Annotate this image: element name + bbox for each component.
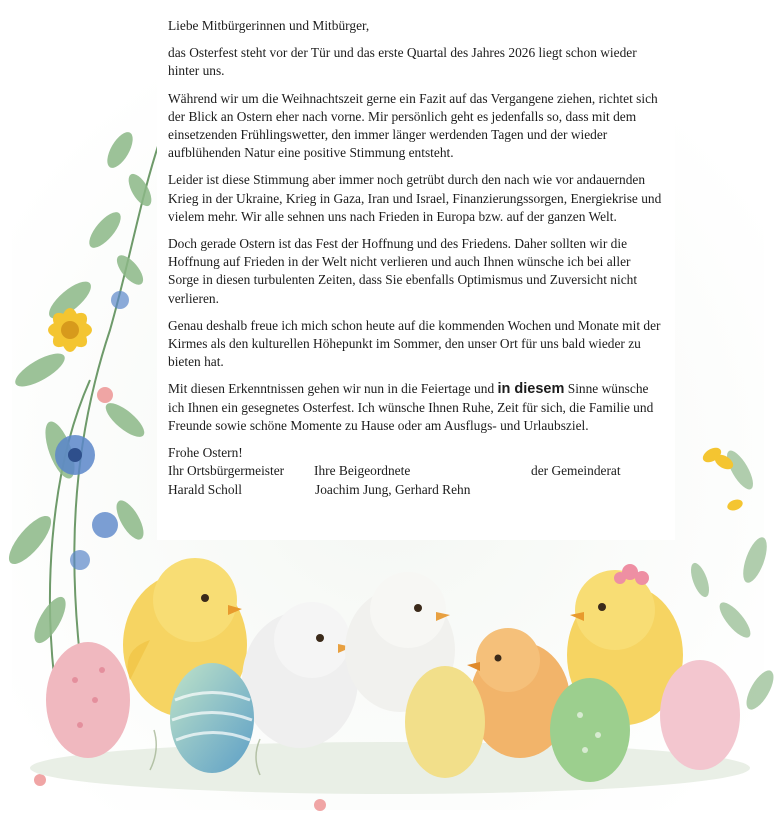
paragraph-intro: das Osterfest steht vor der Tür und das erste Quartal des Jahres 2026 liegt schon wieder hinter uns. — [168, 45, 637, 79]
paragraph-outlook: Während wir um die Weihnachtszeit gerne ein Fazit auf das Vergangene ziehen, richtet sich der Blick an Ostern eher nach vorne. Mir persönlich geht es jedenfalls so, dass mit dem einsetzenden Frühlingswetter, den immer länger werdenden Tagen und der wieder aufblühenden Natur eine positive Stimmung entsteht. — [168, 90, 658, 161]
closing: Frohe Ostern! — [168, 445, 243, 461]
paragraph-wishes — [168, 380, 664, 435]
mayor-title: Ihr Ortsbürgermeister — [168, 463, 285, 479]
council-title: der Gemeinderat — [531, 463, 621, 479]
wishes-text-start: Mit diesen Erkenntnissen gehen wir nun in die Feiertage und — [168, 381, 495, 397]
deputies-names: Joachim Jung, Gerhard Rehn — [315, 482, 471, 498]
paragraph-concerns: Leider ist diese Stimmung aber immer noch getrübt durch den nach wie vor andauernden Krieg in der Ukraine, Krieg in Gaza, Iran und Israel, Finanzierungssorgen, Energiekrise und vielem mehr. Wir alle sehnen uns nach Frieden in Europa bzw. auf der ganzen Welt. — [168, 172, 662, 224]
letter-body — [168, 17, 664, 500]
paragraph-hope: Doch gerade Ostern ist das Fest der Hoffnung und des Friedens. Daher sollten wir die Hoffnung auf Frieden in der Welt nicht verlieren und auch Ihnen wünsche ich bei aller Sorge in diesen turbulenten Zeiten, dass Sie ebenfalls Optimismus und Zuversicht nicht verlieren. — [168, 236, 638, 306]
deputies-title: Ihre Beigeordnete — [314, 463, 411, 479]
signature-block — [168, 462, 664, 500]
salutation: Liebe Mitbürgerinnen und Mitbürger, — [168, 18, 370, 33]
mayor-name: Harald Scholl — [168, 482, 243, 498]
wishes-text-end: Sinne wünsche ich Ihnen ein gesegnetes Osterfest. Ich wünsche Ihnen Ruhe, Zeit für sich, die Familie und Freunde sowie schöne Momente zu Hause oder am Ausflugs- und Urlaubsziel. — [168, 381, 654, 433]
paragraph-kirmes: Genau deshalb freue ich mich schon heute auf die kommenden Wochen und Monate mit der Kirmes als den kulturellen Höhepunkt im Sommer, den unser Ort für uns bald wieder zu bieten hat. — [168, 317, 661, 370]
wishes-highlight: in diesem — [497, 381, 565, 398]
